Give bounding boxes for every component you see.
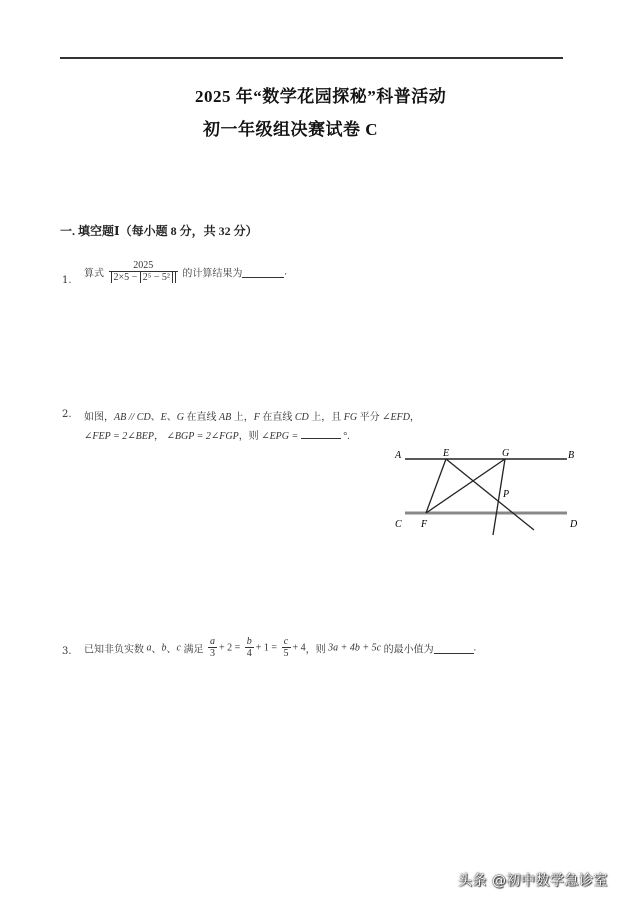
- math: G: [176, 412, 185, 423]
- absolute-value-inner: 2⁵ − 5²: [140, 272, 173, 283]
- denominator: 4: [246, 648, 252, 659]
- fraction-denominator: [109, 271, 178, 284]
- math: CD: [294, 412, 309, 423]
- text: 的最小值为: [381, 644, 434, 656]
- question-1-prefix: 算式: [84, 268, 104, 280]
- label-c: C: [395, 519, 402, 530]
- text: 满足: [180, 644, 206, 656]
- watermark: 头条 @初中数学急诊室: [458, 873, 608, 889]
- text: ，则: [238, 431, 262, 442]
- numerator: a: [209, 636, 215, 647]
- text: ，: [409, 412, 420, 423]
- denominator-outer: 2×5 −: [113, 272, 140, 283]
- numerator: c: [283, 636, 289, 647]
- label-p: P: [503, 489, 510, 500]
- fraction-b-over-4: [245, 636, 254, 660]
- text: + 4: [292, 642, 306, 654]
- question-2-number: 2.: [62, 409, 72, 420]
- text: 、: [166, 644, 177, 656]
- text: ，则: [305, 644, 329, 656]
- segment-ef: [426, 459, 446, 513]
- text: 、: [151, 644, 162, 656]
- text: 在直线: [259, 412, 295, 423]
- fraction-c-over-5: [282, 636, 291, 660]
- period: .: [284, 266, 287, 278]
- text: + 2 =: [218, 642, 241, 654]
- numerator: b: [246, 636, 252, 647]
- denominator: 3: [209, 648, 215, 659]
- math: ∠EPG =: [261, 431, 299, 442]
- math: ∠FEP = 2∠BEP: [84, 431, 154, 442]
- question-3-number: 3.: [62, 646, 72, 657]
- period: .: [473, 642, 477, 654]
- text: 如图，: [84, 412, 114, 423]
- question-1-number: [62, 268, 72, 287]
- top-rule: [60, 57, 563, 59]
- label-a: A: [395, 450, 402, 461]
- label-e: E: [443, 448, 450, 459]
- math: FG: [343, 412, 358, 423]
- question-1: [84, 260, 287, 284]
- denominator: 5: [283, 648, 289, 659]
- text: °.: [343, 431, 350, 442]
- text: 上，且: [308, 412, 344, 423]
- math: AB // CD: [114, 412, 151, 423]
- question-2-line-1: [84, 408, 420, 423]
- math: ∠BGP = 2∠FGP: [166, 431, 239, 442]
- math: AB: [219, 412, 232, 423]
- fraction-a-over-3: [208, 636, 217, 660]
- question-3: [84, 636, 476, 660]
- math: F: [253, 412, 260, 423]
- label-b: B: [568, 450, 575, 461]
- text: + 1 =: [255, 642, 278, 654]
- text: ，: [153, 431, 164, 442]
- page-title: 2025 年“数学花园探秘”科普活动: [195, 87, 447, 106]
- question-1-suffix: 的计算结果为: [182, 268, 243, 280]
- answer-blank-2[interactable]: [301, 428, 341, 439]
- fraction-numerator: 2025: [133, 260, 154, 271]
- math: ∠EFD: [382, 412, 410, 423]
- text: 、: [166, 412, 177, 423]
- text: 已知非负实数: [84, 644, 147, 656]
- var-a: a: [146, 642, 152, 654]
- question-2-line-2: [84, 427, 350, 442]
- question-1-fraction: [109, 260, 178, 284]
- text: 平分: [357, 412, 383, 423]
- text: 在直线: [184, 412, 220, 423]
- var-c: c: [176, 642, 181, 654]
- geometry-diagram: [380, 440, 600, 540]
- text: 、: [150, 412, 161, 423]
- var-b: b: [161, 642, 167, 654]
- expression: 3a + 4b + 5c: [328, 642, 382, 654]
- label-g: G: [502, 448, 510, 459]
- page-subtitle: 初一年级组决赛试卷 C: [203, 120, 379, 139]
- answer-blank-3[interactable]: [434, 643, 474, 654]
- label-f: F: [421, 519, 428, 530]
- math: E: [160, 412, 167, 423]
- segment-gf: [426, 459, 505, 513]
- absolute-value-outer: [111, 272, 176, 283]
- text: 上，: [231, 412, 254, 423]
- label-d: D: [570, 519, 578, 530]
- question-number: 1.: [62, 275, 72, 286]
- answer-blank-1[interactable]: [242, 267, 284, 278]
- section-heading: 一. 填空题Ⅰ（每小题 8 分，共 32 分）: [60, 224, 258, 238]
